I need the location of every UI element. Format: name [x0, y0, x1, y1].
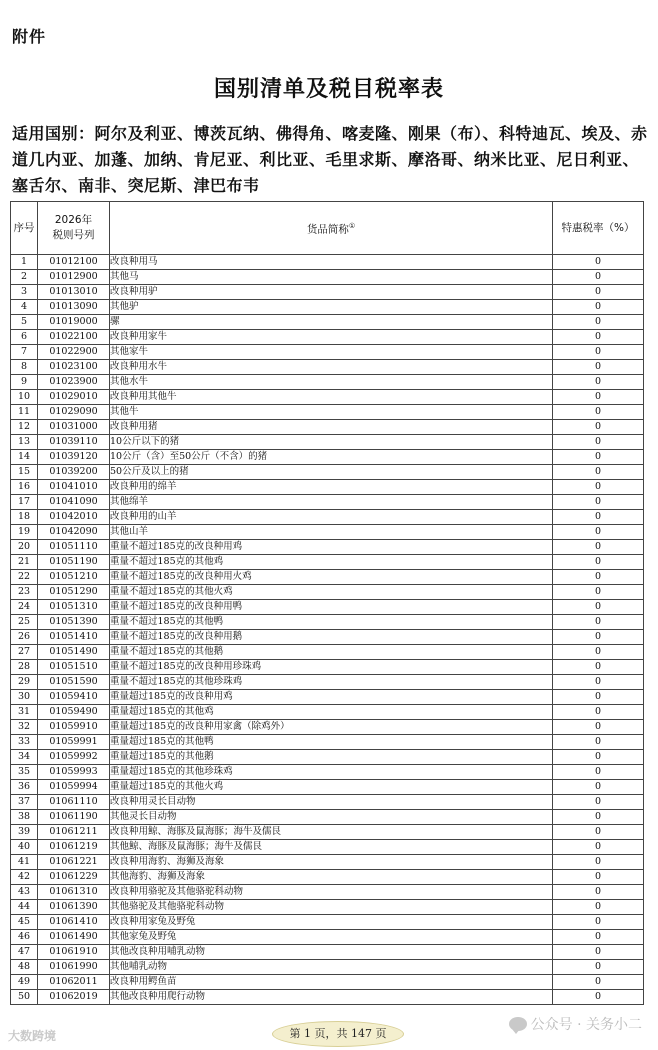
row-rate: 0	[553, 705, 644, 720]
table-row	[11, 600, 644, 615]
row-rate: 0	[553, 660, 644, 675]
row-tariff-code: 01042090	[38, 525, 110, 540]
row-seq: 12	[11, 420, 38, 435]
row-goods-name: 改良种用家兔及野兔	[110, 915, 553, 930]
row-goods-name: 改良种用其他牛	[110, 390, 553, 405]
row-rate: 0	[553, 990, 644, 1005]
table-row	[11, 285, 644, 300]
row-seq: 6	[11, 330, 38, 345]
row-goods-name: 其他海豹、海狮及海象	[110, 870, 553, 885]
table-row	[11, 885, 644, 900]
row-goods-name: 重量超过185克的改良种用鸡	[110, 690, 553, 705]
row-tariff-code: 01061490	[38, 930, 110, 945]
row-goods-name: 重量不超过185克的其他鸡	[110, 555, 553, 570]
row-tariff-code: 01061221	[38, 855, 110, 870]
row-goods-name: 重量不超过185克的改良种用鸡	[110, 540, 553, 555]
row-seq: 16	[11, 480, 38, 495]
row-tariff-code: 01059410	[38, 690, 110, 705]
row-rate: 0	[553, 630, 644, 645]
row-tariff-code: 01039120	[38, 450, 110, 465]
row-seq: 44	[11, 900, 38, 915]
row-rate: 0	[553, 420, 644, 435]
row-tariff-code: 01041010	[38, 480, 110, 495]
table-row	[11, 495, 644, 510]
row-seq: 15	[11, 465, 38, 480]
row-seq: 29	[11, 675, 38, 690]
table-row	[11, 570, 644, 585]
row-tariff-code: 01051290	[38, 585, 110, 600]
row-goods-name: 10公斤（含）至50公斤（不含）的猪	[110, 450, 553, 465]
row-rate: 0	[553, 495, 644, 510]
row-seq: 46	[11, 930, 38, 945]
row-tariff-code: 01059910	[38, 720, 110, 735]
row-seq: 37	[11, 795, 38, 810]
row-tariff-code: 01042010	[38, 510, 110, 525]
row-goods-name: 改良种用的山羊	[110, 510, 553, 525]
row-seq: 49	[11, 975, 38, 990]
row-seq: 23	[11, 585, 38, 600]
table-row	[11, 585, 644, 600]
row-seq: 17	[11, 495, 38, 510]
row-seq: 40	[11, 840, 38, 855]
row-tariff-code: 01061390	[38, 900, 110, 915]
row-seq: 45	[11, 915, 38, 930]
table-header-row	[11, 202, 644, 255]
row-seq: 8	[11, 360, 38, 375]
row-goods-name: 重量超过185克的其他鹅	[110, 750, 553, 765]
row-tariff-code: 01013090	[38, 300, 110, 315]
table-row	[11, 990, 644, 1005]
row-rate: 0	[553, 525, 644, 540]
table-body	[11, 255, 644, 1005]
table-row	[11, 915, 644, 930]
row-seq: 42	[11, 870, 38, 885]
row-seq: 39	[11, 825, 38, 840]
row-goods-name: 重量超过185克的其他珍珠鸡	[110, 765, 553, 780]
table-row	[11, 750, 644, 765]
table-row	[11, 300, 644, 315]
row-rate: 0	[553, 735, 644, 750]
row-rate: 0	[553, 570, 644, 585]
row-goods-name: 改良种用海豹、海狮及海象	[110, 855, 553, 870]
row-rate: 0	[553, 855, 644, 870]
row-goods-name: 其他水牛	[110, 375, 553, 390]
table-row	[11, 705, 644, 720]
row-seq: 31	[11, 705, 38, 720]
table-row	[11, 375, 644, 390]
row-goods-name: 重量超过185克的其他鸡	[110, 705, 553, 720]
row-rate: 0	[553, 795, 644, 810]
row-tariff-code: 01051110	[38, 540, 110, 555]
footnote-marker: ①	[348, 221, 356, 230]
row-tariff-code: 01041090	[38, 495, 110, 510]
watermark-right	[509, 1014, 642, 1034]
row-rate: 0	[553, 390, 644, 405]
row-goods-name: 改良种用鳄鱼苗	[110, 975, 553, 990]
row-seq: 50	[11, 990, 38, 1005]
table-row	[11, 420, 644, 435]
row-rate: 0	[553, 255, 644, 270]
table-row	[11, 360, 644, 375]
row-seq: 14	[11, 450, 38, 465]
table-row	[11, 960, 644, 975]
row-rate: 0	[553, 465, 644, 480]
row-seq: 26	[11, 630, 38, 645]
row-tariff-code: 01059490	[38, 705, 110, 720]
table-row	[11, 795, 644, 810]
row-seq: 43	[11, 885, 38, 900]
row-goods-name: 改良种用猪	[110, 420, 553, 435]
row-goods-name: 其他马	[110, 270, 553, 285]
row-seq: 7	[11, 345, 38, 360]
row-seq: 20	[11, 540, 38, 555]
table-row	[11, 510, 644, 525]
row-goods-name: 重量不超过185克的其他珍珠鸡	[110, 675, 553, 690]
row-seq: 19	[11, 525, 38, 540]
row-tariff-code: 01023900	[38, 375, 110, 390]
row-goods-name: 其他骆驼及其他骆驼科动物	[110, 900, 553, 915]
row-rate: 0	[553, 945, 644, 960]
row-tariff-code: 01051310	[38, 600, 110, 615]
row-tariff-code: 01022100	[38, 330, 110, 345]
header-tariff-code	[38, 202, 110, 255]
row-tariff-code: 01019000	[38, 315, 110, 330]
row-tariff-code: 01061410	[38, 915, 110, 930]
row-seq: 24	[11, 600, 38, 615]
table-row	[11, 855, 644, 870]
row-goods-name: 其他改良种用哺乳动物	[110, 945, 553, 960]
row-seq: 2	[11, 270, 38, 285]
row-tariff-code: 01061910	[38, 945, 110, 960]
row-seq: 32	[11, 720, 38, 735]
row-rate: 0	[553, 765, 644, 780]
row-tariff-code: 01061110	[38, 795, 110, 810]
row-goods-name: 其他哺乳动物	[110, 960, 553, 975]
table-row	[11, 435, 644, 450]
row-rate: 0	[553, 435, 644, 450]
row-tariff-code: 01039200	[38, 465, 110, 480]
row-goods-name: 改良种用马	[110, 255, 553, 270]
row-goods-name: 其他家兔及野兔	[110, 930, 553, 945]
table-row	[11, 690, 644, 705]
row-rate: 0	[553, 840, 644, 855]
row-tariff-code: 01059992	[38, 750, 110, 765]
row-goods-name: 重量不超过185克的其他火鸡	[110, 585, 553, 600]
row-tariff-code: 01051490	[38, 645, 110, 660]
row-goods-name: 骡	[110, 315, 553, 330]
table-row	[11, 900, 644, 915]
row-rate: 0	[553, 780, 644, 795]
row-rate: 0	[553, 720, 644, 735]
row-rate: 0	[553, 345, 644, 360]
row-tariff-code: 01029090	[38, 405, 110, 420]
row-tariff-code: 01059994	[38, 780, 110, 795]
row-rate: 0	[553, 585, 644, 600]
row-tariff-code: 01061229	[38, 870, 110, 885]
table-row	[11, 390, 644, 405]
page-title: 国别清单及税目税率表	[213, 77, 444, 102]
row-seq: 22	[11, 570, 38, 585]
row-rate: 0	[553, 300, 644, 315]
row-seq: 3	[11, 285, 38, 300]
row-tariff-code: 01012900	[38, 270, 110, 285]
row-seq: 35	[11, 765, 38, 780]
row-goods-name: 重量超过185克的其他火鸡	[110, 780, 553, 795]
table-row	[11, 645, 644, 660]
table-row	[11, 930, 644, 945]
row-tariff-code: 01051410	[38, 630, 110, 645]
row-rate: 0	[553, 315, 644, 330]
header-seq: 序号	[11, 202, 38, 255]
row-seq: 27	[11, 645, 38, 660]
row-tariff-code: 01062011	[38, 975, 110, 990]
row-tariff-code: 01051590	[38, 675, 110, 690]
row-seq: 36	[11, 780, 38, 795]
row-tariff-code: 01023100	[38, 360, 110, 375]
row-tariff-code: 01051210	[38, 570, 110, 585]
row-tariff-code: 01061211	[38, 825, 110, 840]
row-goods-name: 改良种用骆驼及其他骆驼科动物	[110, 885, 553, 900]
row-rate: 0	[553, 330, 644, 345]
row-goods-name: 其他鲸、海豚及鼠海豚；海牛及儒艮	[110, 840, 553, 855]
row-tariff-code: 01051510	[38, 660, 110, 675]
row-rate: 0	[553, 645, 644, 660]
row-goods-name: 其他山羊	[110, 525, 553, 540]
row-seq: 5	[11, 315, 38, 330]
row-rate: 0	[553, 285, 644, 300]
row-tariff-code: 01062019	[38, 990, 110, 1005]
row-seq: 28	[11, 660, 38, 675]
row-rate: 0	[553, 810, 644, 825]
row-seq: 4	[11, 300, 38, 315]
row-seq: 9	[11, 375, 38, 390]
table-row	[11, 630, 644, 645]
row-seq: 41	[11, 855, 38, 870]
row-rate: 0	[553, 375, 644, 390]
row-seq: 18	[11, 510, 38, 525]
row-goods-name: 其他家牛	[110, 345, 553, 360]
row-rate: 0	[553, 555, 644, 570]
row-goods-name: 重量超过185克的改良种用家禽（除鸡外）	[110, 720, 553, 735]
row-goods-name: 改良种用的绵羊	[110, 480, 553, 495]
table-row	[11, 345, 644, 360]
row-goods-name: 重量不超过185克的改良种用鸭	[110, 600, 553, 615]
row-tariff-code: 01039110	[38, 435, 110, 450]
row-goods-name: 改良种用水牛	[110, 360, 553, 375]
row-rate: 0	[553, 750, 644, 765]
row-goods-name: 重量超过185克的其他鸭	[110, 735, 553, 750]
table-row	[11, 255, 644, 270]
row-goods-name: 改良种用家牛	[110, 330, 553, 345]
header-goods-name	[110, 202, 553, 255]
row-goods-name: 重量不超过185克的改良种用火鸡	[110, 570, 553, 585]
row-rate: 0	[553, 900, 644, 915]
row-goods-name: 其他驴	[110, 300, 553, 315]
header-rate: 特惠税率（%）	[553, 202, 644, 255]
row-rate: 0	[553, 600, 644, 615]
row-rate: 0	[553, 450, 644, 465]
row-rate: 0	[553, 510, 644, 525]
row-goods-name: 其他绵羊	[110, 495, 553, 510]
row-seq: 33	[11, 735, 38, 750]
row-tariff-code: 01012100	[38, 255, 110, 270]
table-row	[11, 780, 644, 795]
row-tariff-code: 01031000	[38, 420, 110, 435]
row-tariff-code: 01013010	[38, 285, 110, 300]
row-goods-name: 改良种用驴	[110, 285, 553, 300]
table-row	[11, 840, 644, 855]
row-rate: 0	[553, 825, 644, 840]
row-tariff-code: 01051190	[38, 555, 110, 570]
row-rate: 0	[553, 915, 644, 930]
row-rate: 0	[553, 405, 644, 420]
row-goods-name: 重量不超过185克的其他鸭	[110, 615, 553, 630]
row-seq: 47	[11, 945, 38, 960]
row-seq: 10	[11, 390, 38, 405]
row-tariff-code: 01061190	[38, 810, 110, 825]
row-seq: 25	[11, 615, 38, 630]
row-rate: 0	[553, 675, 644, 690]
row-tariff-code: 01061990	[38, 960, 110, 975]
row-goods-name: 其他改良种用爬行动物	[110, 990, 553, 1005]
table-row	[11, 975, 644, 990]
header-code-line2: 税则号列	[52, 229, 95, 241]
row-seq: 34	[11, 750, 38, 765]
row-seq: 48	[11, 960, 38, 975]
table-row	[11, 480, 644, 495]
watermark-left: 大数跨境	[8, 1029, 57, 1043]
table-row	[11, 720, 644, 735]
table-row	[11, 675, 644, 690]
row-rate: 0	[553, 690, 644, 705]
row-goods-name: 重量不超过185克的改良种用珍珠鸡	[110, 660, 553, 675]
row-rate: 0	[553, 885, 644, 900]
row-tariff-code: 01051390	[38, 615, 110, 630]
row-goods-name: 重量不超过185克的其他鹅	[110, 645, 553, 660]
table-row	[11, 615, 644, 630]
wechat-icon	[509, 1017, 527, 1031]
row-rate: 0	[553, 615, 644, 630]
row-rate: 0	[553, 480, 644, 495]
table-row	[11, 555, 644, 570]
row-rate: 0	[553, 360, 644, 375]
row-goods-name: 重量不超过185克的改良种用鹅	[110, 630, 553, 645]
row-tariff-code: 01059991	[38, 735, 110, 750]
row-seq: 13	[11, 435, 38, 450]
table-row	[11, 315, 644, 330]
table-row	[11, 405, 644, 420]
row-tariff-code: 01061310	[38, 885, 110, 900]
row-goods-name: 改良种用鲸、海豚及鼠海豚；海牛及儒艮	[110, 825, 553, 840]
watermark-right-text: 公众号 · 关务小二	[530, 1017, 642, 1033]
page-indicator: 第 1 页，共 147 页	[272, 1021, 404, 1047]
row-goods-name: 50公斤及以上的猪	[110, 465, 553, 480]
row-rate: 0	[553, 960, 644, 975]
table-row	[11, 810, 644, 825]
table-row	[11, 870, 644, 885]
header-code-line1: 2026年	[54, 214, 93, 226]
attachment-label: 附件	[12, 27, 47, 46]
row-goods-name: 其他灵长目动物	[110, 810, 553, 825]
row-rate: 0	[553, 870, 644, 885]
table-row	[11, 540, 644, 555]
table-row	[11, 270, 644, 285]
row-tariff-code: 01029010	[38, 390, 110, 405]
row-seq: 11	[11, 405, 38, 420]
applicable-countries: 适用国别：阿尔及利亚、博茨瓦纳、佛得角、喀麦隆、刚果（布）、科特迪瓦、埃及、赤道几内亚、加蓬、加纳、肯尼亚、利比亚、毛里求斯、摩洛哥、纳米比亚、尼日利亚、塞舌尔、南非、突尼斯、津巴布韦	[12, 124, 648, 195]
row-seq: 1	[11, 255, 38, 270]
row-seq: 21	[11, 555, 38, 570]
row-rate: 0	[553, 930, 644, 945]
row-tariff-code: 01059993	[38, 765, 110, 780]
table-row	[11, 525, 644, 540]
table-row	[11, 825, 644, 840]
row-rate: 0	[553, 540, 644, 555]
table-row	[11, 450, 644, 465]
row-seq: 30	[11, 690, 38, 705]
table-row	[11, 735, 644, 750]
table-row	[11, 465, 644, 480]
table-row	[11, 330, 644, 345]
table-row	[11, 765, 644, 780]
row-goods-name: 10公斤以下的猪	[110, 435, 553, 450]
row-seq: 38	[11, 810, 38, 825]
row-tariff-code: 01022900	[38, 345, 110, 360]
row-goods-name: 改良种用灵长目动物	[110, 795, 553, 810]
row-rate: 0	[553, 270, 644, 285]
table-row	[11, 945, 644, 960]
tariff-table	[10, 201, 644, 1005]
row-rate: 0	[553, 975, 644, 990]
table-row	[11, 660, 644, 675]
row-goods-name: 其他牛	[110, 405, 553, 420]
header-name-text: 货品简称	[306, 223, 349, 236]
row-tariff-code: 01061219	[38, 840, 110, 855]
